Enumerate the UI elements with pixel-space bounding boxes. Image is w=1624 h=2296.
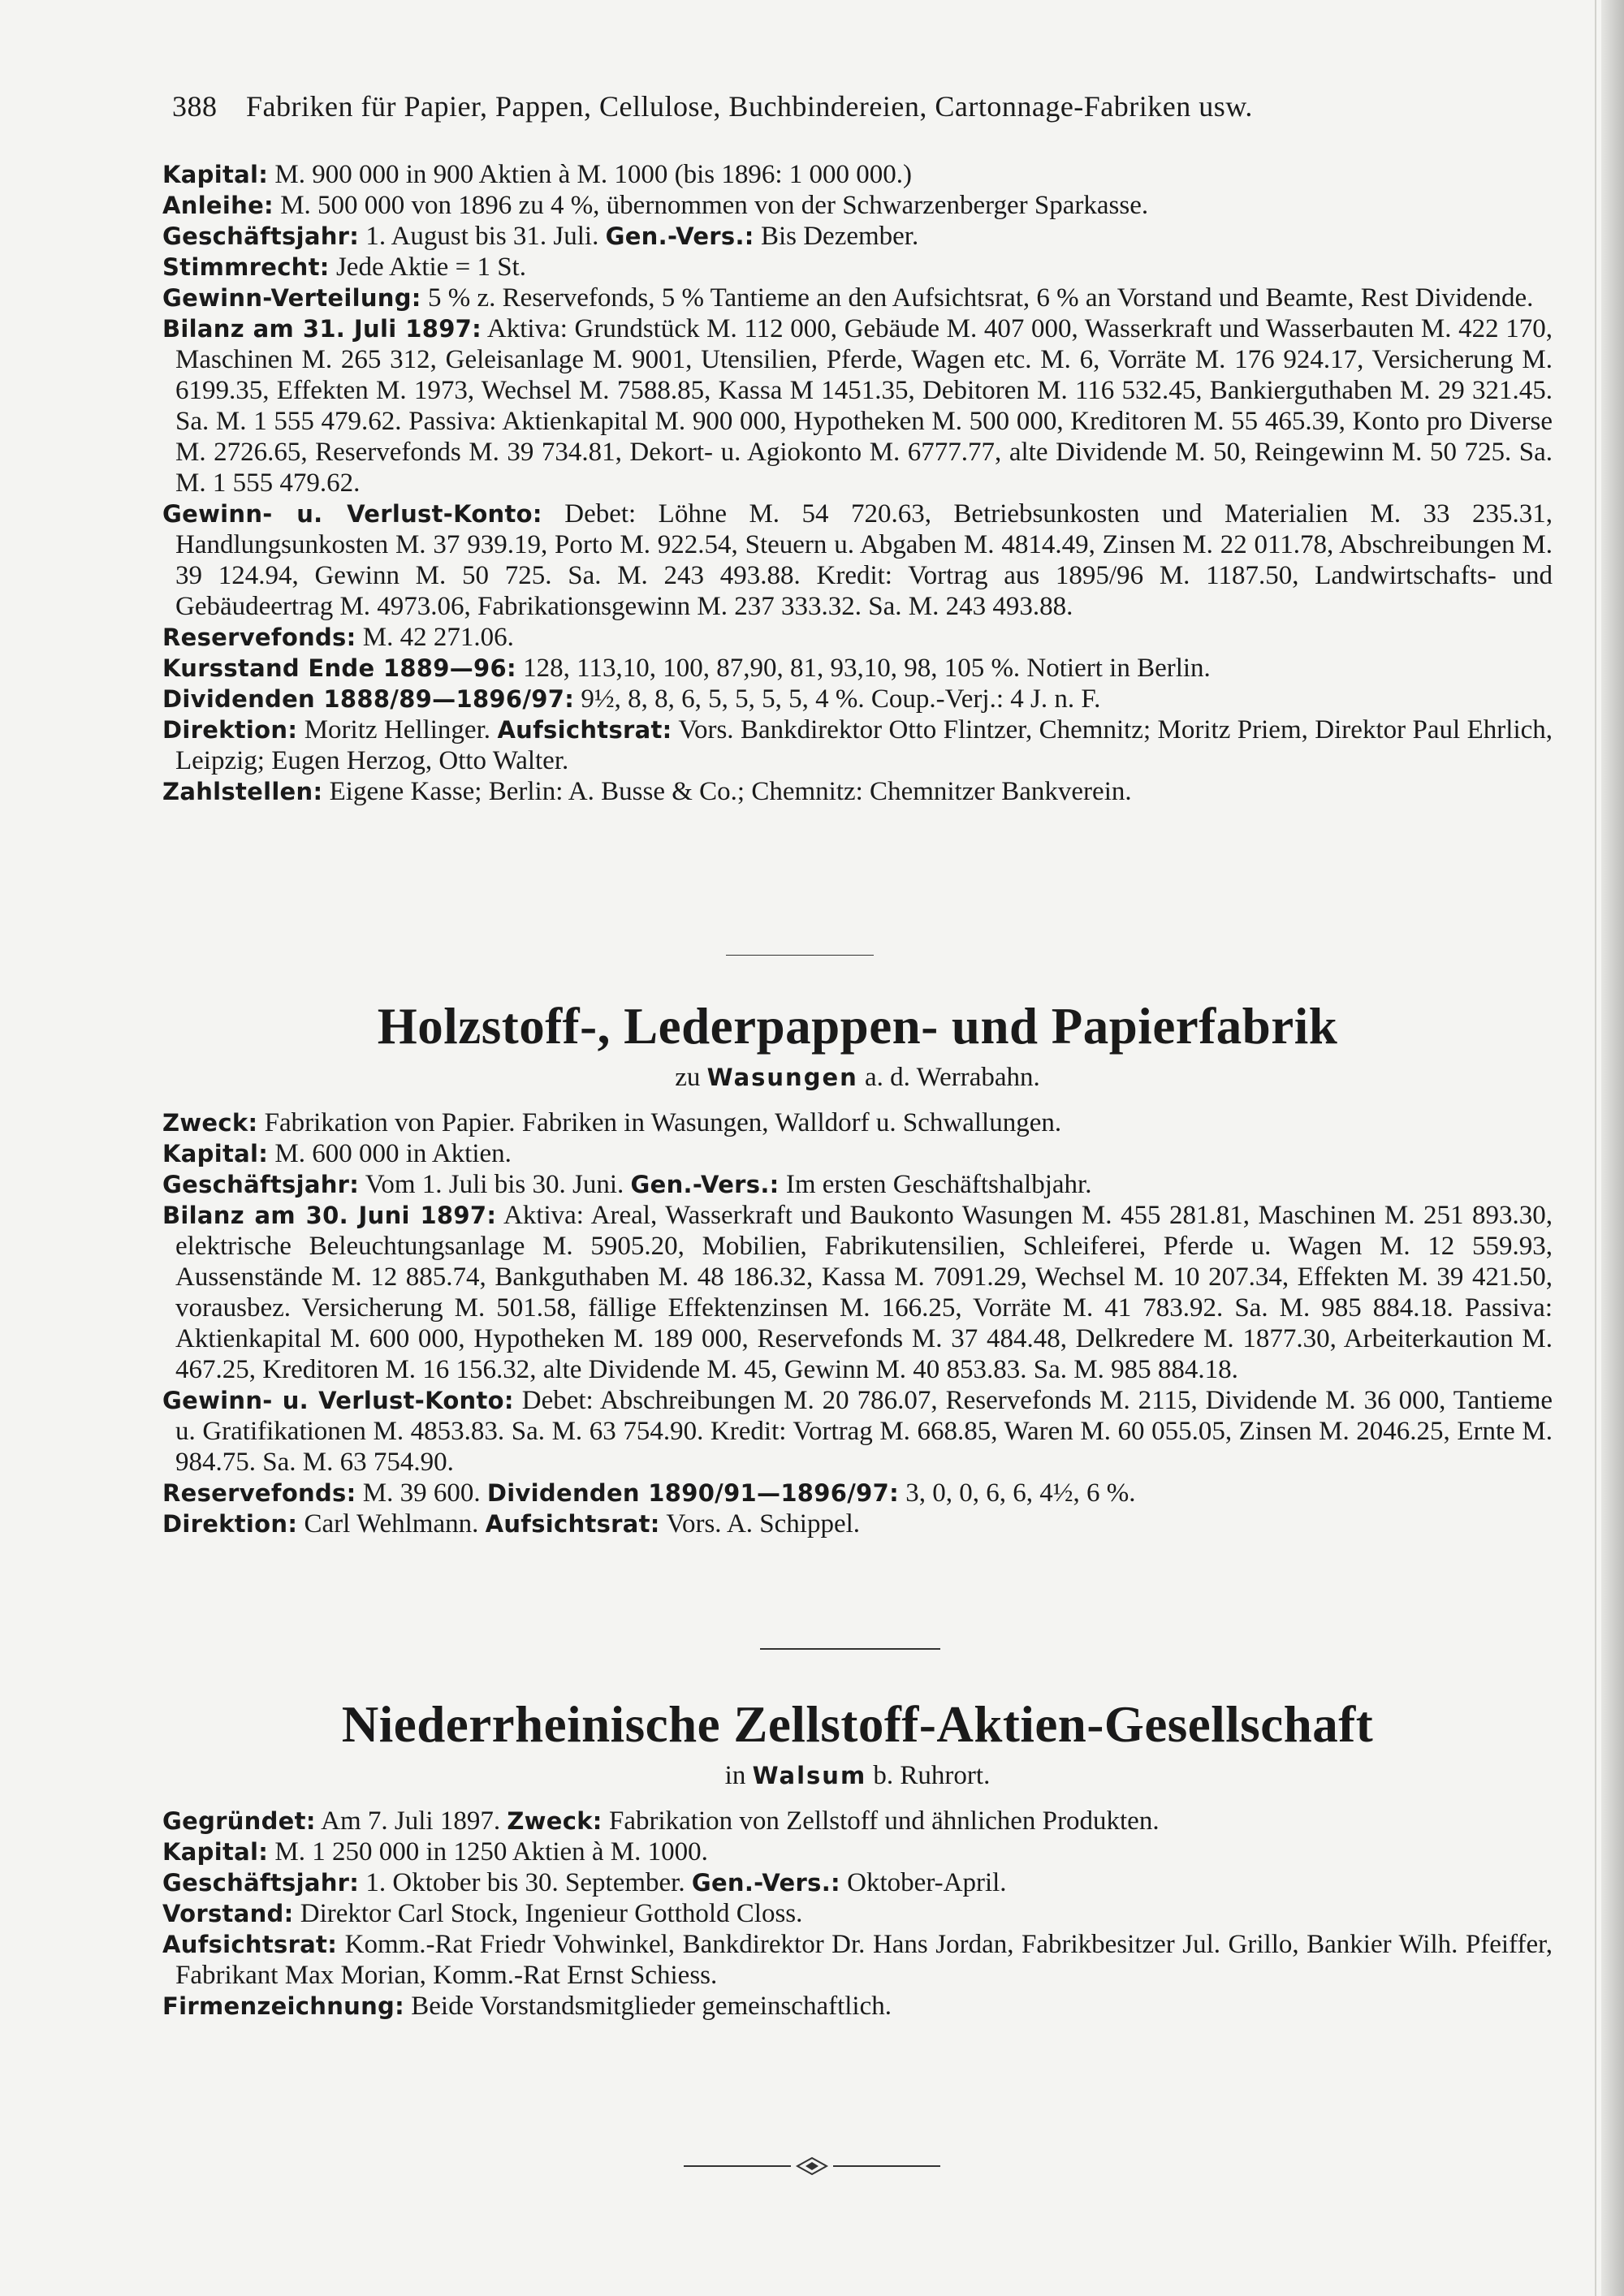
entry-anleihe (162, 190, 1553, 221)
field-value: Vors. A. Schippel. (666, 1509, 861, 1539)
field-label: Aufsichtsrat: (162, 1931, 338, 1958)
company-title: Holzstoff-, Lederpappen- und Papierfabrik (377, 998, 1338, 1055)
entry-aufsichtsrat (162, 1929, 1553, 1991)
end-ornament-icon (684, 2156, 940, 2176)
company-location (162, 1063, 1553, 1093)
field-value: 128, 113,10, 100, 87,90, 81, 93,10, 98, 105 %. Notiert in Berlin. (523, 654, 1211, 683)
field-value: M. 600 000 in Aktien. (274, 1139, 512, 1168)
field-label: Gen.-Vers.: (605, 222, 754, 250)
field-value: M. 900 000 in 900 Aktien à M. 1000 (bis 1896: 1 000 000.) (274, 160, 913, 189)
field-label: Direktion: (162, 1510, 298, 1538)
location-prefix: in (724, 1761, 746, 1790)
field-label: Stimmrecht: (162, 253, 330, 281)
separator-rule (760, 1648, 940, 1650)
field-label: Dividenden 1888/89—1896/97: (162, 685, 575, 713)
page-edge-line (1595, 0, 1596, 2296)
field-label: Vorstand: (162, 1900, 294, 1927)
field-label: Bilanz am 31. Juli 1897: (162, 315, 482, 343)
page-number: 388 (172, 90, 218, 123)
running-title: Fabriken für Papier, Pappen, Cellulose, Buchbindereien, Cartonnage-Fabriken usw. (246, 90, 1253, 123)
field-label: Direktion: (162, 716, 298, 744)
entry-direktion (162, 1508, 1553, 1539)
location-suffix: b. Ruhrort. (873, 1761, 991, 1790)
location-place: Walsum (752, 1762, 867, 1789)
entry-reservefonds-dividenden (162, 1478, 1553, 1508)
field-value: Am 7. Juli 1897. (321, 1806, 501, 1836)
field-value: Fabrikation von Zellstoff und ähnlichen Produkten. (608, 1806, 1160, 1836)
entry-gewinn-verlust (162, 498, 1553, 622)
field-value: Eigene Kasse; Berlin: A. Busse & Co.; Chemnitz: Chemnitzer Bankverein. (329, 777, 1132, 806)
field-label: Zweck: (507, 1807, 603, 1835)
field-value: Vors. Bankdirektor Otto Flintzer, Chemnitz; Moritz Priem, Direktor Paul Ehrlich, Leipzig; Eugen Herzog, Otto Walter. (175, 715, 1553, 775)
field-label: Aufsichtsrat: (497, 716, 672, 744)
field-value: Debet: Abschreibungen M. 20 786.07, Reservefonds M. 2115, Dividende M. 36 000, Tantieme u. Gratifikationen M. 4853.83. Sa. M. 63 754.90. Kredit: Vortrag M. 668.85, Waren M. 60 055.05, Zinsen M. 2046.25, Ernte M. 984.75. Sa. M. 63 754.90. (175, 1386, 1553, 1477)
entry-direktion (162, 714, 1553, 776)
field-value: Aktiva: Areal, Wasserkraft und Baukonto Wasungen M. 455 281.81, Maschinen M. 251 893.30, elektrische Beleuchtungsanlage M. 5905.20, Mobilien, Fabrikutensilien, Schleiferei, Pferde u. Wagen M. 12 559.93, Aussenstände M. 12 885.74, Bankguthaben M. 48 186.32, Kassa M. 7091.29, Wechsel M. 10 207.34, Effekten M. 39 421.50, vorausbez. Versicherung M. 501.58, fällige Effektenzinsen M. 166.25, Vorräte M. 41 783.92. Sa. M. 985 884.18. Passiva: Aktienkapital M. 600 000, Hypotheken M. 189 000, Reservefonds M. 37 484.48, Delkredere M. 1877.30, Arbeiterkaution M. 467.25, Kreditoren M. 16 156.32, alte Dividende M. 45, Gewinn M. 40 853.83. Sa. M. 985 884.18. (175, 1201, 1553, 1384)
field-label: Reservefonds: (162, 624, 356, 651)
field-value: Jede Aktie = 1 St. (335, 252, 526, 282)
field-label: Firmenzeichnung: (162, 1992, 404, 2020)
entry-gewinn-verlust (162, 1385, 1553, 1478)
field-label: Gen.-Vers.: (630, 1171, 780, 1198)
field-value: M. 42 271.06. (362, 623, 514, 652)
entry-geschaeftsjahr (162, 221, 1553, 252)
field-label: Zahlstellen: (162, 778, 323, 805)
entry-zweck (162, 1107, 1553, 1138)
field-label: Kapital: (162, 1838, 269, 1866)
location-place: Wasungen (706, 1064, 858, 1091)
field-label: Gewinn-Verteilung: (162, 284, 421, 312)
field-label: Zweck: (162, 1109, 258, 1137)
company-entry-2 (162, 997, 1553, 1539)
field-label: Gen.-Vers.: (691, 1869, 840, 1897)
entry-bilanz (162, 313, 1553, 498)
field-value: Aktiva: Grundstück M. 112 000, Gebäude M. 407 000, Wasserkraft und Wasserbauten M. 422 170, Maschinen M. 265 312, Geleisanlage M. 9001, Utensilien, Pferde, Wagen etc. M. 6, Vorräte M. 176 924.17, Versicherung M. 6199.35, Effekten M. 1973, Wechsel M. 7588.85, Kassa M 1451.35, Debitoren M. 116 532.45, Bankierguthaben M. 29 321.45. Sa. M. 1 555 479.62. Passiva: Aktienkapital M. 900 000, Hypotheken M. 500 000, Kreditoren M. 55 465.39, Konto pro Diverse M. 2726.65, Reservefonds M. 39 734.81, Dekort- u. Agiokonto M. 6777.77, alte Dividende M. 50, Reingewinn M. 50 725. Sa. M. 1 555 479.62. (175, 314, 1553, 498)
company-entry-1 (162, 159, 1553, 807)
entry-kursstand (162, 653, 1553, 684)
field-label: Geschäftsjahr: (162, 1171, 360, 1198)
field-value: M. 39 600. (362, 1478, 481, 1508)
field-value: Im ersten Geschäftshalbjahr. (785, 1170, 1092, 1199)
field-value: Bis Dezember. (760, 222, 919, 251)
field-value: Vom 1. Juli bis 30. Juni. (365, 1170, 624, 1199)
field-label: Aufsichtsrat: (485, 1510, 660, 1538)
entry-gegruendet (162, 1806, 1553, 1836)
location-suffix: a. d. Werrabahn. (865, 1063, 1040, 1092)
field-value: 5 % z. Reservefonds, 5 % Tantieme an den Aufsichtsrat, 6 % an Vorstand und Beamte, Rest Dividende. (427, 283, 1534, 313)
field-value: M. 500 000 von 1896 zu 4 %, übernommen von der Schwarzenberger Sparkasse. (280, 191, 1149, 220)
field-label: Reservefonds: (162, 1479, 356, 1507)
field-label: Kursstand Ende 1889—96: (162, 654, 516, 682)
field-label: Gewinn- u. Verlust-Konto: (162, 1387, 514, 1414)
field-label: Gewinn- u. Verlust-Konto: (162, 500, 542, 528)
field-label: Kapital: (162, 161, 269, 188)
company-title: Niederrheinische Zellstoff-Aktien-Gesellschaft (341, 1696, 1374, 1753)
field-value: 3, 0, 0, 6, 6, 4½, 6 %. (905, 1478, 1136, 1508)
field-label: Kapital: (162, 1140, 269, 1167)
field-value: Komm.-Rat Friedr Vohwinkel, Bankdirektor Dr. Hans Jordan, Fabrikbesitzer Jul. Grillo, Bankier Wilh. Pfeiffer, Fabrikant Max Morian, Komm.-Rat Ernst Schiess. (175, 1930, 1553, 1990)
company-entry-3 (162, 1695, 1553, 2022)
field-value: 1. Oktober bis 30. September. (365, 1868, 685, 1897)
field-label: Bilanz am 30. Juni 1897: (162, 1202, 497, 1229)
field-value: Fabrikation von Papier. Fabriken in Wasungen, Walldorf u. Schwallungen. (264, 1108, 1062, 1137)
entry-kapital (162, 1836, 1553, 1867)
entry-bilanz (162, 1200, 1553, 1385)
field-value: Moritz Hellinger. (304, 715, 490, 744)
entry-vorstand (162, 1898, 1553, 1929)
entry-geschaeftsjahr (162, 1867, 1553, 1898)
entry-kapital (162, 159, 1553, 190)
field-value: Beide Vorstandsmitglieder gemeinschaftlich. (411, 1992, 892, 2021)
field-label: Gegründet: (162, 1807, 316, 1835)
field-label: Geschäftsjahr: (162, 1869, 360, 1897)
separator-rule (726, 955, 874, 956)
field-value: 9½, 8, 8, 6, 5, 5, 5, 5, 4 %. Coup.-Verj.: 4 J. n. F. (581, 684, 1101, 714)
page-edge-shadow (1601, 0, 1624, 2296)
entry-gewinn-verteilung (162, 283, 1553, 313)
entry-dividenden (162, 684, 1553, 714)
running-head (172, 89, 1471, 123)
location-prefix: zu (675, 1063, 701, 1092)
company-location (162, 1761, 1553, 1791)
entry-kapital (162, 1138, 1553, 1169)
entry-geschaeftsjahr (162, 1169, 1553, 1200)
field-value: Direktor Carl Stock, Ingenieur Gotthold Closs. (300, 1899, 803, 1928)
field-value: M. 1 250 000 in 1250 Aktien à M. 1000. (274, 1837, 708, 1867)
field-value: Debet: Löhne M. 54 720.63, Betriebsunkosten und Materialien M. 33 235.31, Handlungsunkosten M. 37 939.19, Porto M. 922.54, Steuern u. Abgaben M. 4814.49, Zinsen M. 22 011.78, Abschreibungen M. 39 124.94, Gewinn M. 50 725. Sa. M. 243 493.88. Kredit: Vortrag aus 1895/96 M. 1187.50, Landwirtschafts- und Gebäudeertrag M. 4973.06, Fabrikationsgewinn M. 237 333.32. Sa. M. 243 493.88. (175, 499, 1553, 621)
entry-reservefonds (162, 622, 1553, 653)
field-value: Oktober-April. (847, 1868, 1007, 1897)
field-value: Carl Wehlmann. (304, 1509, 479, 1539)
field-value: 1. August bis 31. Juli. (365, 222, 599, 251)
field-label: Anleihe: (162, 192, 274, 219)
entry-zahlstellen (162, 776, 1553, 807)
field-label: Dividenden 1890/91—1896/97: (486, 1479, 899, 1507)
entry-firmenzeichnung (162, 1991, 1553, 2022)
field-label: Geschäftsjahr: (162, 222, 360, 250)
entry-stimmrecht (162, 252, 1553, 283)
